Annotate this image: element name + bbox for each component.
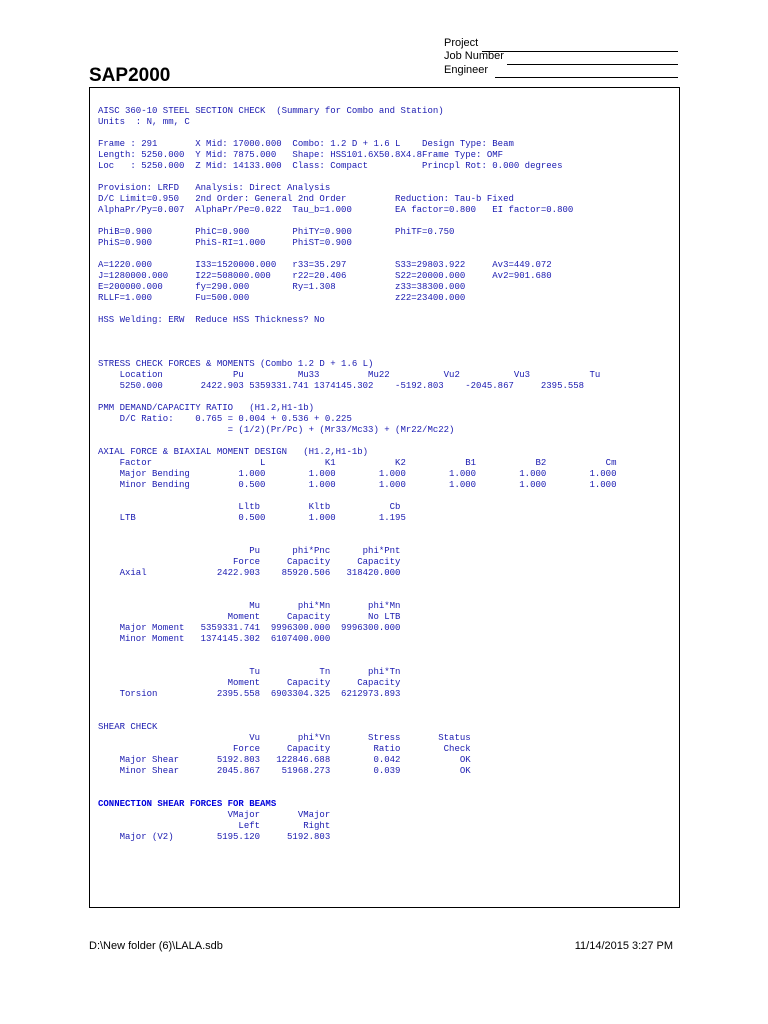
- report-line: [98, 128, 616, 139]
- report-line: Major Bending 1.000 1.000 1.000 1.000 1.000 1.000: [98, 469, 617, 479]
- report-line: LTB 0.500 1.000 1.195: [98, 513, 406, 523]
- report-line: AlphaPr/Py=0.007 AlphaPr/Pe=0.022 Tau_b=1.000 EA factor=0.800 EI factor=0.800: [98, 205, 574, 215]
- report-line: [98, 645, 616, 656]
- report-line: CONNECTION SHEAR FORCES FOR BEAMS: [98, 799, 277, 809]
- report-line: Major Moment 5359331.741 9996300.000 9996300.000: [98, 623, 401, 633]
- report-line: [98, 788, 616, 799]
- report-line: [98, 777, 616, 788]
- report-line: Moment Capacity No LTB: [98, 612, 401, 622]
- report-line: 5250.000 2422.903 5359331.741 1374145.302 -5192.803 -2045.867 2395.558: [98, 381, 585, 391]
- report-line: Minor Bending 0.500 1.000 1.000 1.000 1.000 1.000: [98, 480, 617, 490]
- report-line: Moment Capacity Capacity: [98, 678, 401, 688]
- report-line: PMM DEMAND/CAPACITY RATIO (H1.2,H1-1b): [98, 403, 315, 413]
- report-line: Left Right: [98, 821, 331, 831]
- report-line: Force Capacity Ratio Check: [98, 744, 471, 754]
- report-line: [98, 392, 616, 403]
- report-line: Units : N, mm, C: [98, 117, 190, 127]
- report-line: J=1280000.000 I22=508000.000 r22=20.406 S22=20000.000 Av2=901.680: [98, 271, 552, 281]
- report-body: [98, 106, 616, 843]
- project-underline: [482, 51, 678, 52]
- report-line: STRESS CHECK FORCES & MOMENTS (Combo 1.2 D + 1.6 L): [98, 359, 374, 369]
- report-line: [98, 326, 616, 337]
- report-line: [98, 656, 616, 667]
- report-line: [98, 535, 616, 546]
- report-line: Major (V2) 5195.120 5192.803: [98, 832, 331, 842]
- report-line: D/C Limit=0.950 2nd Order: General 2nd Order Reduction: Tau-b Fixed: [98, 194, 514, 204]
- report-line: [98, 172, 616, 183]
- report-line: D/C Ratio: 0.765 = 0.004 + 0.536 + 0.225: [98, 414, 352, 424]
- report-line: E=200000.000 fy=290.000 Ry=1.308 z33=38300.000: [98, 282, 466, 292]
- report-line: Length: 5250.000 Y Mid: 7875.000 Shape: HSS101.6X50.8X4.8Frame Type: OMF: [98, 150, 504, 160]
- report-line: Minor Moment 1374145.302 6107400.000: [98, 634, 331, 644]
- report-line: [98, 348, 616, 359]
- report-line: [98, 579, 616, 590]
- report-line: [98, 491, 616, 502]
- report-line: Factor L K1 K2 B1 B2 Cm: [98, 458, 617, 468]
- report-line: PhiB=0.900 PhiC=0.900 PhiTY=0.900 PhiTF=0.750: [98, 227, 455, 237]
- report-line: A=1220.000 I33=1520000.000 r33=35.297 S33=29803.922 Av3=449.072: [98, 260, 552, 270]
- report-line: SHEAR CHECK: [98, 722, 158, 732]
- report-line: HSS Welding: ERW Reduce HSS Thickness? No: [98, 315, 325, 325]
- report-line: = (1/2)(Pr/Pc) + (Mr33/Mc33) + (Mr22/Mc22): [98, 425, 455, 435]
- report-line: Lltb Kltb Cb: [98, 502, 401, 512]
- engineer-underline: [495, 77, 678, 78]
- report-line: RLLF=1.000 Fu=500.000 z22=23400.000: [98, 293, 466, 303]
- report-line: Tu Tn phi*Tn: [98, 667, 401, 677]
- report-line: [98, 436, 616, 447]
- report-line: [98, 216, 616, 227]
- report-line: Provision: LRFD Analysis: Direct Analysis: [98, 183, 331, 193]
- footer-file-path: D:\New folder (6)\LALA.sdb: [89, 940, 223, 952]
- report-line: Torsion 2395.558 6903304.325 6212973.893: [98, 689, 401, 699]
- report-line: [98, 304, 616, 315]
- report-line: Major Shear 5192.803 122846.688 0.042 OK: [98, 755, 471, 765]
- report-line: Axial 2422.903 85920.506 318420.000: [98, 568, 401, 578]
- report-line: [98, 700, 616, 711]
- report-line: VMajor VMajor: [98, 810, 331, 820]
- report-line: Pu phi*Pnc phi*Pnt: [98, 546, 401, 556]
- report-line: [98, 337, 616, 348]
- report-line: Location Pu Mu33 Mu22 Vu2 Vu3 Tu: [98, 370, 601, 380]
- header-job-number-label: Job Number: [444, 50, 504, 62]
- job-number-underline: [507, 64, 678, 65]
- report-line: PhiS=0.900 PhiS-RI=1.000 PhiST=0.900: [98, 238, 352, 248]
- report-line: Force Capacity Capacity: [98, 557, 401, 567]
- report-line: AISC 360-10 STEEL SECTION CHECK (Summary for Combo and Station): [98, 106, 444, 116]
- report-line: Loc : 5250.000 Z Mid: 14133.000 Class: Compact Princpl Rot: 0.000 degrees: [98, 161, 563, 171]
- report-line: Vu phi*Vn Stress Status: [98, 733, 471, 743]
- report-line: [98, 590, 616, 601]
- report-line: [98, 711, 616, 722]
- report-line: AXIAL FORCE & BIAXIAL MOMENT DESIGN (H1.2,H1-1b): [98, 447, 369, 457]
- report-line: [98, 524, 616, 535]
- report-line: Minor Shear 2045.867 51968.273 0.039 OK: [98, 766, 471, 776]
- report-line: [98, 249, 616, 260]
- header-engineer-label: Engineer: [444, 64, 489, 76]
- app-title: SAP2000: [89, 65, 171, 86]
- report-line: Mu phi*Mn phi*Mn: [98, 601, 401, 611]
- report-line: Frame : 291 X Mid: 17000.000 Combo: 1.2 D + 1.6 L Design Type: Beam: [98, 139, 514, 149]
- footer-datetime: 11/14/2015 3:27 PM: [574, 940, 673, 952]
- header-project-label: Project: [444, 37, 479, 49]
